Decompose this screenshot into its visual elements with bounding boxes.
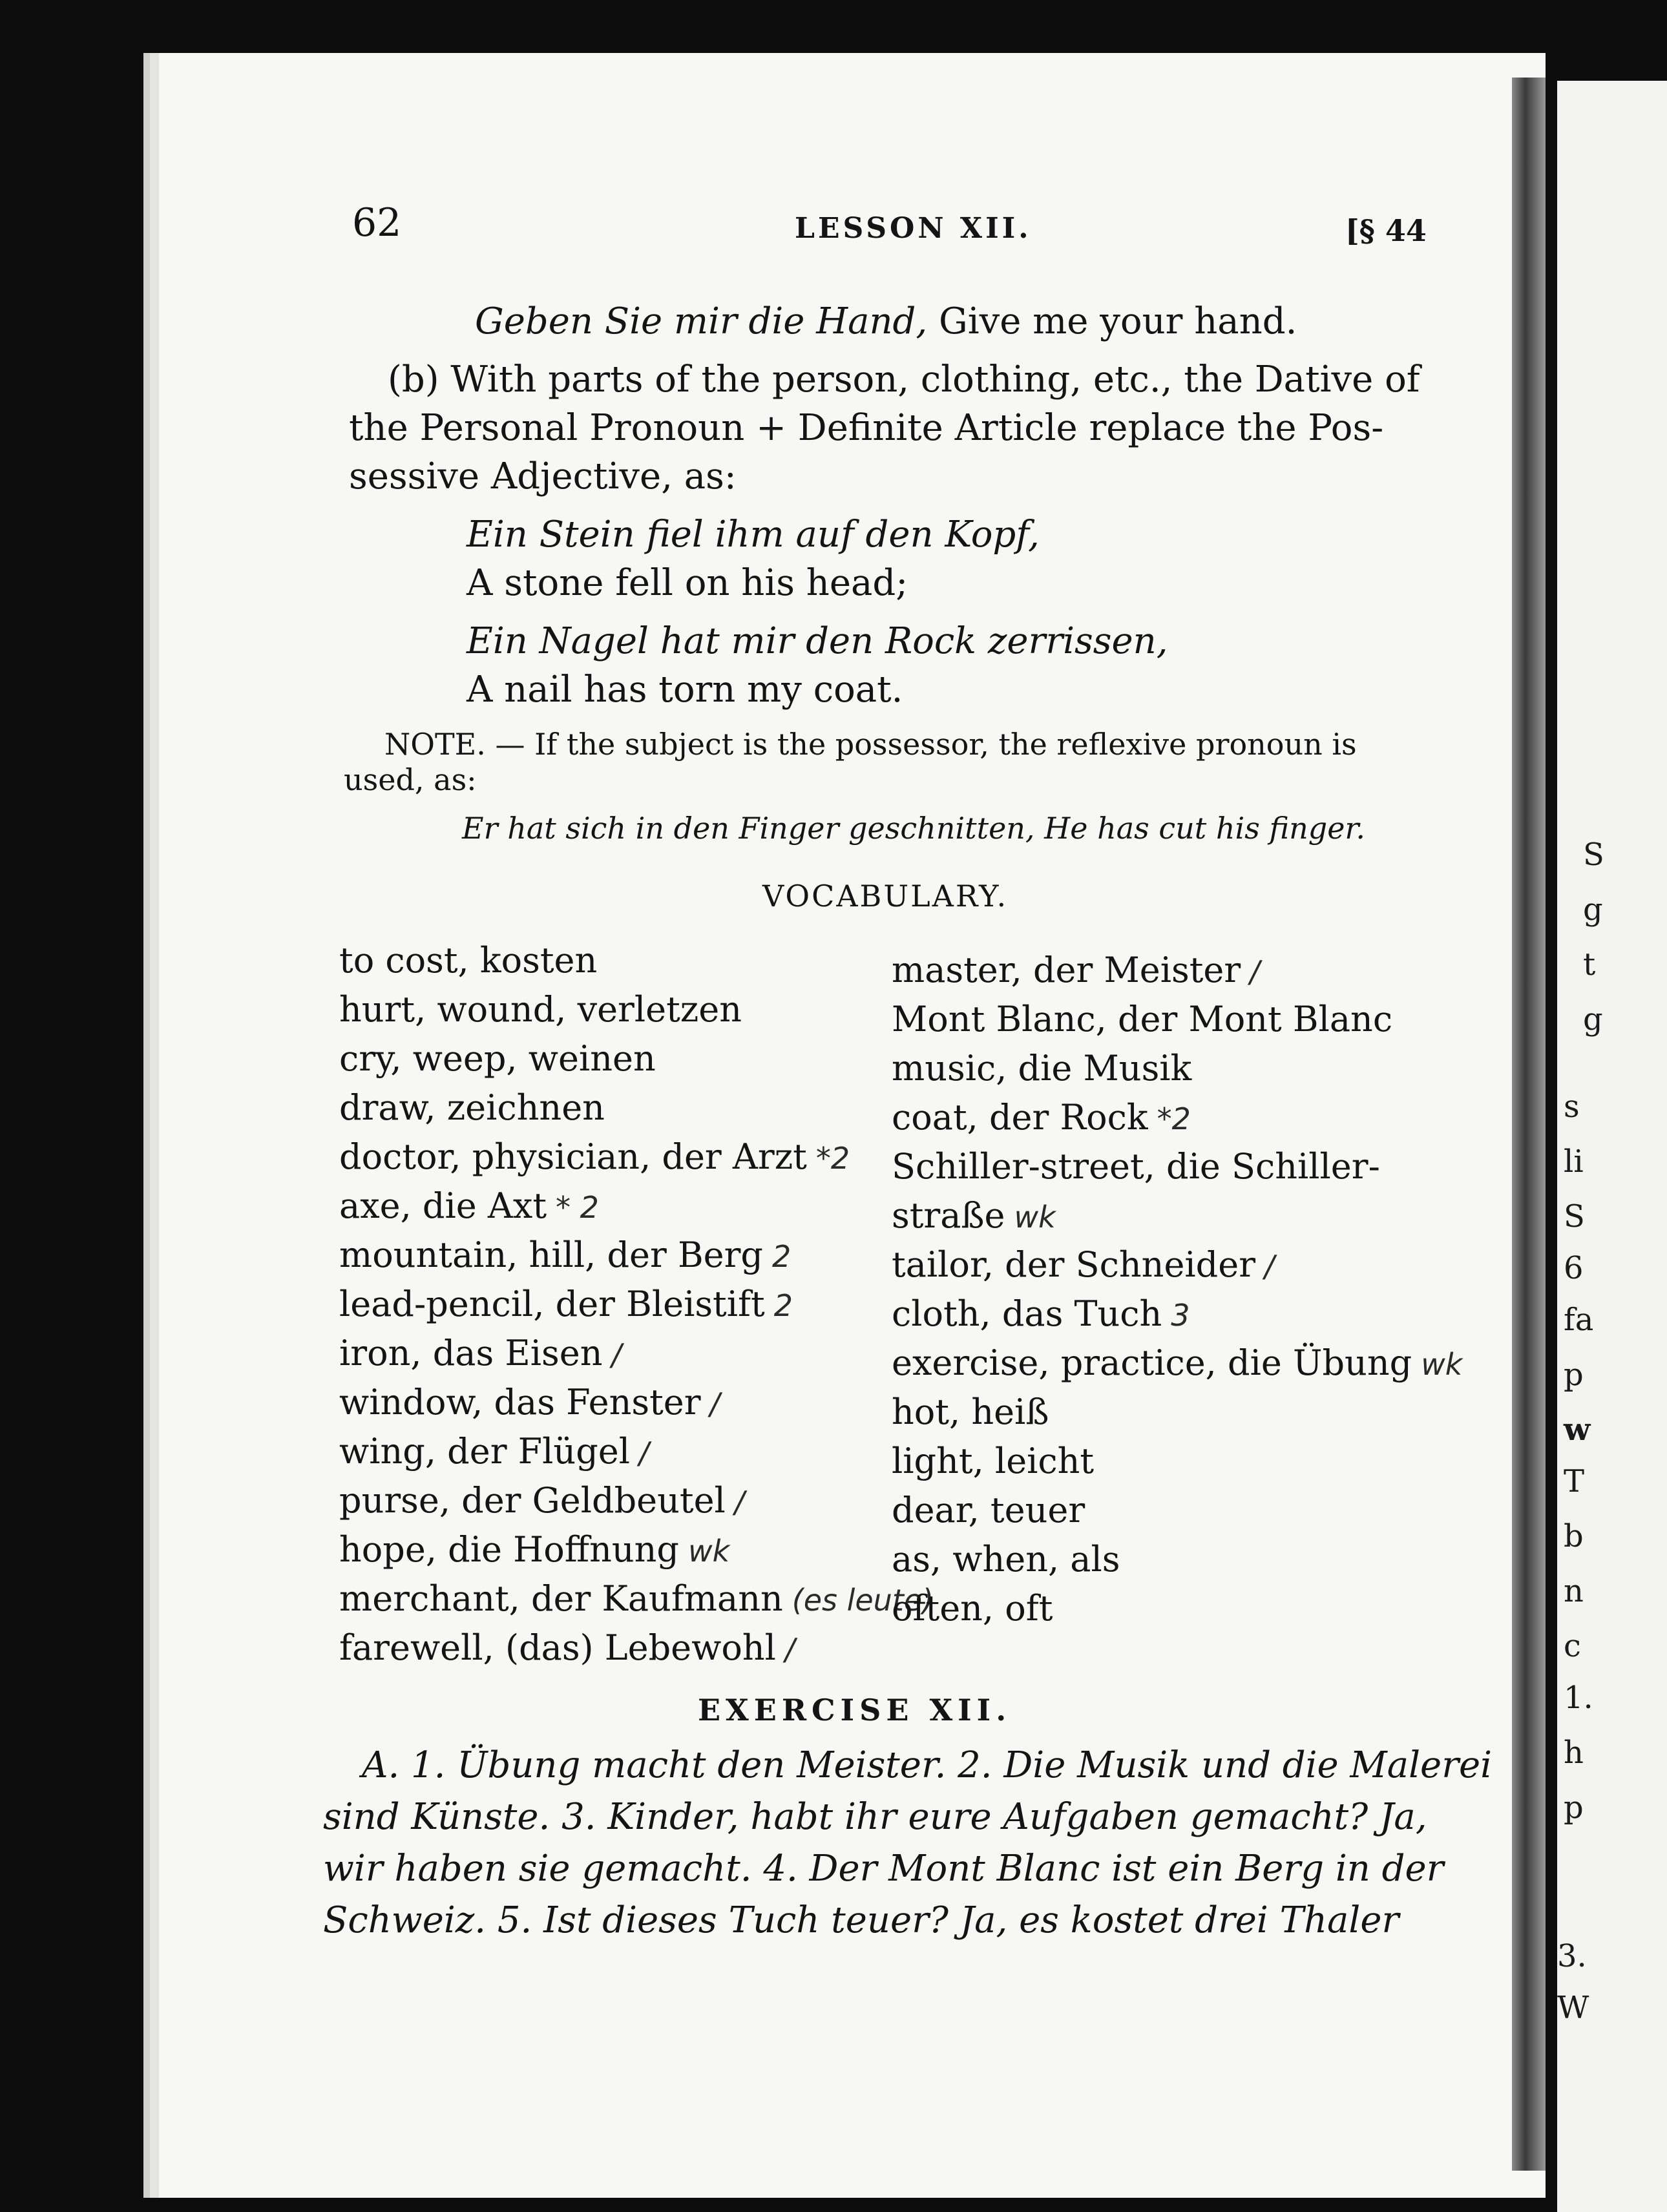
vocabulary-entry — [892, 1195, 1056, 1236]
handwritten-annotation: wk — [1014, 1200, 1056, 1235]
vocabulary-entry — [892, 1146, 1389, 1187]
handwritten-annotation: wk — [1421, 1347, 1463, 1382]
adjacent-page-fragment: n — [1564, 1573, 1584, 1609]
vocabulary-title: VOCABULARY. — [762, 879, 1009, 913]
handwritten-annotation: / — [638, 1435, 649, 1470]
exercise-line: wir haben sie gemacht. 4. Der Mont Blanc ist ein Berg in der — [323, 1848, 1444, 1890]
exercise-line: Schweiz. 5. Ist dieses Tuch teuer? Ja, es kostet drei Thaler — [323, 1899, 1400, 1941]
page-number: 62 — [352, 200, 402, 245]
exercise-line: sind Künste. 3. Kinder, habt ihr eure Aufgaben gemacht? Ja, — [323, 1796, 1427, 1838]
vocabulary-entry-text: lead-pencil, der Bleistift — [339, 1284, 765, 1324]
adjacent-page-fragment: 1. — [1564, 1680, 1593, 1716]
adjacent-page-fragment: h — [1564, 1735, 1584, 1771]
vocabulary-entry-text: hope, die Hoffnung — [339, 1529, 679, 1570]
vocabulary-entry — [892, 1490, 1094, 1530]
vocabulary-entry — [892, 1392, 1058, 1432]
vocabulary-entry-text: as, when, als — [892, 1539, 1120, 1580]
vocabulary-entry — [339, 1185, 599, 1226]
vocabulary-entry-text: farewell, (das) Lebewohl — [339, 1627, 776, 1668]
vocabulary-entry-text: to cost, kosten — [339, 940, 598, 981]
adjacent-page-fragment: g — [1583, 892, 1603, 928]
handwritten-annotation: 2 — [773, 1288, 793, 1323]
adjacent-page-fragment: W — [1557, 1990, 1589, 2026]
vocabulary-entry-text: often, oft — [892, 1588, 1053, 1629]
exercise-line: A. 1. Übung macht den Meister. 2. Die Musik und die Malerei — [362, 1744, 1493, 1786]
adjacent-page-fragment: li — [1564, 1143, 1584, 1180]
vocabulary-entry-text: draw, zeichnen — [339, 1087, 605, 1128]
note-line: NOTE. — If the subject is the possessor, the reflexive pronoun is — [384, 727, 1357, 762]
vocabulary-entry-text: master, der Meister — [892, 950, 1241, 990]
vocabulary-entry — [892, 1342, 1462, 1383]
vocabulary-entry-text: exercise, practice, die Übung — [892, 1342, 1412, 1383]
adjacent-page — [1557, 81, 1667, 2212]
vocabulary-entry — [339, 1480, 744, 1521]
intro-example — [475, 300, 1297, 342]
vocabulary-entry — [339, 1284, 793, 1324]
rule-b-line: the Personal Pronoun + Definite Article replace the Pos- — [349, 407, 1384, 449]
note-example: Er hat sich in den Finger geschnitten, He has cut his finger. — [462, 811, 1365, 846]
handwritten-annotation: / — [784, 1632, 795, 1667]
section-marker: [§ 44 — [1345, 213, 1427, 248]
vocabulary-entry-text: dear, teuer — [892, 1490, 1085, 1530]
vocabulary-entry-text: Mont Blanc, der Mont Blanc — [892, 999, 1393, 1039]
adjacent-page-fragment: p — [1564, 1789, 1584, 1826]
handwritten-annotation: *2 — [815, 1141, 850, 1176]
example-line: A stone fell on his head; — [467, 562, 908, 604]
note-line: used, as: — [344, 762, 477, 797]
vocabulary-entry-text: light, leicht — [892, 1441, 1095, 1481]
adjacent-page-fragment: b — [1564, 1518, 1584, 1554]
vocabulary-entry-text: iron, das Eisen — [339, 1333, 603, 1373]
adjacent-page-fragment: S — [1564, 1198, 1585, 1235]
adjacent-page-fragment: fa — [1564, 1302, 1594, 1338]
handwritten-annotation: 2 — [772, 1239, 792, 1274]
vocabulary-entry-text: doctor, physician, der Arzt — [339, 1136, 807, 1177]
vocabulary-entry — [339, 1627, 795, 1668]
vocabulary-entry-text: mountain, hill, der Berg — [339, 1235, 763, 1275]
handwritten-annotation: 3 — [1171, 1298, 1190, 1333]
example-line: Ein Stein fiel ihm auf den Kopf, — [467, 514, 1040, 556]
vocabulary-entry — [339, 1136, 850, 1177]
vocabulary-entry — [339, 1038, 665, 1079]
handwritten-annotation: / — [1250, 954, 1260, 989]
adjacent-page-fragment: 6 — [1564, 1250, 1584, 1286]
adjacent-page-fragment: p — [1564, 1357, 1584, 1393]
handwritten-annotation: / — [1264, 1249, 1275, 1284]
vocabulary-entry — [339, 1235, 791, 1275]
intro-example-en: Give me your hand. — [938, 300, 1297, 342]
vocabulary-entry — [339, 1087, 614, 1128]
adjacent-page-fragment: w — [1564, 1412, 1591, 1448]
vocabulary-entry-text: wing, der Flügel — [339, 1431, 630, 1472]
handwritten-annotation: (es leute) — [792, 1583, 934, 1618]
vocabulary-entry — [892, 1441, 1103, 1481]
adjacent-page-fragment: c — [1564, 1628, 1581, 1664]
handwritten-annotation: / — [734, 1485, 745, 1519]
vocabulary-entry — [892, 1048, 1200, 1089]
vocabulary-entry-text: window, das Fenster — [339, 1382, 701, 1423]
vocabulary-entry-text: cry, weep, weinen — [339, 1038, 656, 1079]
vocabulary-entry-text: tailor, der Schneider — [892, 1244, 1256, 1285]
vocabulary-entry — [339, 989, 751, 1030]
vocabulary-entry — [339, 1431, 649, 1472]
exercise-title: EXERCISE XII. — [698, 1693, 1012, 1727]
rule-b-line: (b) With parts of the person, clothing, etc., the Dative of — [388, 359, 1420, 401]
lesson-title: LESSON XII. — [795, 212, 1032, 245]
vocabulary-entry-text: Schiller-street, die Schiller- — [892, 1146, 1380, 1187]
vocabulary-entry — [339, 1382, 720, 1423]
vocabulary-entry-text: hurt, wound, verletzen — [339, 989, 742, 1030]
adjacent-page-fragment: 3. — [1557, 1938, 1587, 1974]
vocabulary-entry-text: music, die Musik — [892, 1048, 1192, 1089]
adjacent-page-fragment: t — [1583, 946, 1596, 983]
handwritten-annotation: / — [611, 1337, 622, 1372]
adjacent-page-fragment: s — [1564, 1089, 1580, 1125]
vocabulary-entry — [892, 1244, 1275, 1285]
vocabulary-entry — [892, 1588, 1062, 1629]
vocabulary-entry — [892, 1293, 1190, 1334]
vocabulary-entry-text: axe, die Axt — [339, 1185, 547, 1226]
handwritten-annotation: / — [709, 1386, 720, 1421]
rule-b-line: sessive Adjective, as: — [349, 455, 737, 497]
vocabulary-entry — [339, 1578, 934, 1619]
example-line: A nail has torn my coat. — [467, 669, 903, 711]
example-line: Ein Nagel hat mir den Rock zerrissen, — [467, 620, 1168, 662]
vocabulary-entry — [892, 950, 1260, 990]
vocabulary-entry — [339, 1529, 729, 1570]
vocabulary-entry — [339, 1333, 622, 1373]
page-gutter — [1512, 78, 1546, 2171]
handwritten-annotation: * 2 — [556, 1190, 599, 1225]
adjacent-page-fragment: T — [1564, 1463, 1585, 1499]
intro-example-de: Geben Sie mir die Hand, — [475, 300, 928, 342]
vocabulary-entry-text: coat, der Rock — [892, 1097, 1148, 1138]
vocabulary-entry — [892, 999, 1401, 1039]
vocabulary-entry-text: hot, heiß — [892, 1392, 1049, 1432]
adjacent-page-fragment: g — [1583, 1001, 1603, 1038]
vocabulary-entry-text: straße — [892, 1195, 1005, 1236]
vocabulary-entry — [339, 940, 606, 981]
vocabulary-entry-text: merchant, der Kaufmann — [339, 1578, 783, 1619]
handwritten-annotation: *2 — [1157, 1101, 1191, 1136]
vocabulary-entry — [892, 1539, 1129, 1580]
vocabulary-entry-text: cloth, das Tuch — [892, 1293, 1162, 1334]
handwritten-annotation: wk — [687, 1534, 730, 1569]
vocabulary-entry-text: purse, der Geldbeutel — [339, 1480, 726, 1521]
adjacent-page-fragment: S — [1583, 837, 1604, 873]
vocabulary-entry — [892, 1097, 1191, 1138]
